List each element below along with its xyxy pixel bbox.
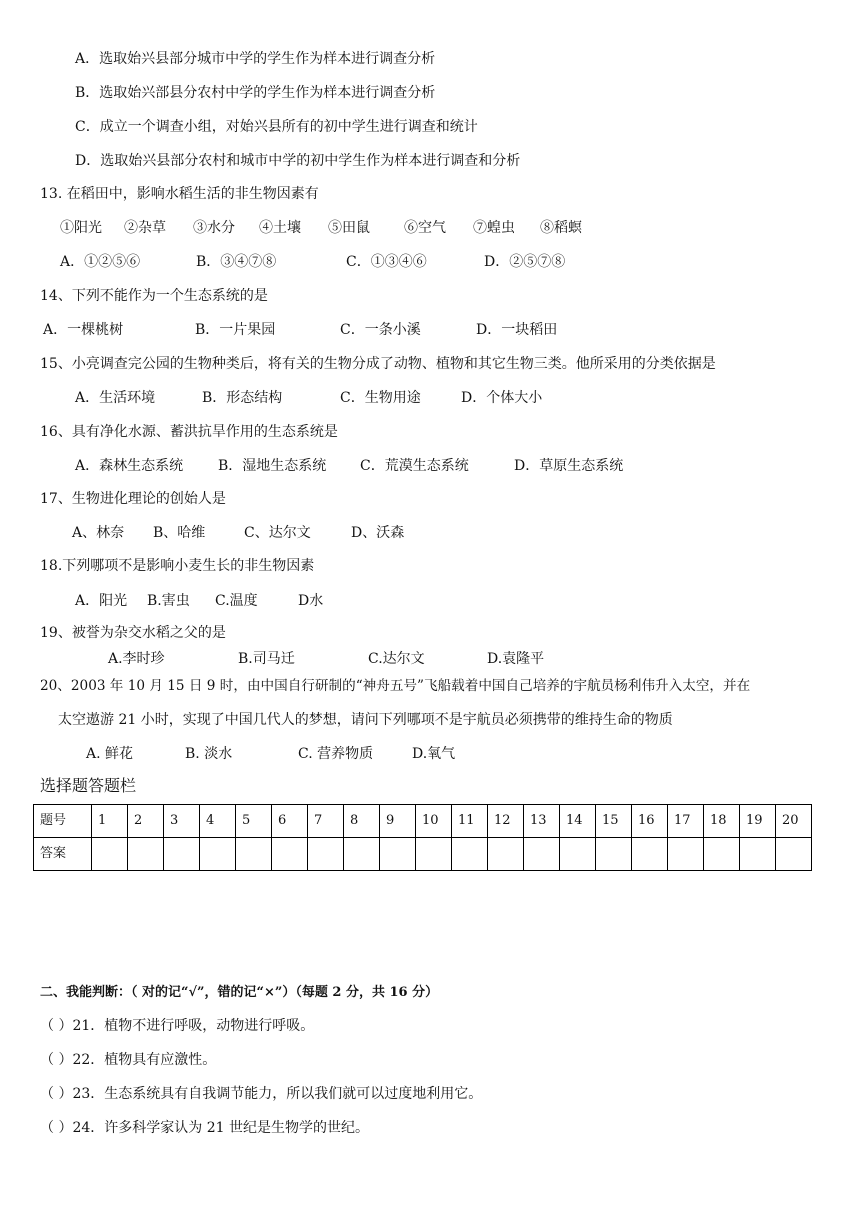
answer-cell[interactable] [452,838,488,871]
section2-heading: 二、我能判断：（ 对的记“√”，错的记“×”）（每题 2 分，共 16 分） [40,985,439,1000]
judge-item-22: （ ）22．植物具有应激性。 [40,1052,217,1068]
q20-stem-line1: 20、2003 年 10 月 15 日 9 时，由中国自行研制的“神舟五号”飞船载着中国自己培养的宇航员杨利伟升入太空，并在 [40,678,751,694]
answer-cell[interactable] [236,838,272,871]
q14-option-d: D．一块稻田 [476,322,558,338]
answer-cell[interactable] [488,838,524,871]
number-cell: 9 [380,805,416,838]
answer-cell[interactable] [200,838,236,871]
q19-option-c: C.达尔文 [368,651,425,667]
q16-option-d: D．草原生态系统 [514,458,624,474]
q17-stem: 17、生物进化理论的创始人是 [40,491,226,507]
q13-stem: 13. 在稻田中，影响水稻生活的非生物因素有 [40,186,319,202]
number-cell: 14 [560,805,596,838]
answer-cell[interactable] [128,838,164,871]
number-cell: 17 [668,805,704,838]
q15-option-c: C．生物用途 [340,390,421,406]
number-cell: 19 [740,805,776,838]
q20-option-d: D.氧气 [412,746,456,762]
q17-option-a: A、林奈 [72,525,125,541]
q16-option-a: A．森林生态系统 [75,458,184,474]
answer-table-number-row [34,805,812,838]
q18-option-d: D水 [298,593,324,609]
q17-option-c: C、达尔文 [244,525,311,541]
q14-option-a: A．一棵桃树 [43,322,124,338]
answer-cell[interactable] [596,838,632,871]
answer-cell[interactable] [164,838,200,871]
number-cell: 7 [308,805,344,838]
q15-option-a: A．生活环境 [75,390,156,406]
number-cell: 15 [596,805,632,838]
number-cell: 16 [632,805,668,838]
answer-cell[interactable] [524,838,560,871]
answer-cell[interactable] [632,838,668,871]
q13-item-7: ⑦蝗虫 [473,220,515,236]
q19-option-b: B.司马迁 [238,651,295,667]
answer-header-cell: 答案 [34,838,92,871]
judge-item-24: （ ）24．许多科学家认为 21 世纪是生物学的世纪。 [40,1120,369,1136]
q16-option-c: C．荒漠生态系统 [360,458,469,474]
number-cell: 5 [236,805,272,838]
q13-option-b: B．③④⑦⑧ [196,254,277,270]
number-header-cell: 题号 [34,805,92,838]
answer-cell[interactable] [704,838,740,871]
q13-item-8: ⑧稻螟 [540,220,582,236]
q15-option-d: D．个体大小 [461,390,543,406]
q20-option-a: A. 鲜花 [86,746,134,762]
answer-cell[interactable] [416,838,452,871]
q13-item-4: ④土壤 [259,220,301,236]
answer-table-title: 选择题答题栏 [40,776,137,795]
q19-option-a: A.李时珍 [108,651,165,667]
q20-option-b: B. 淡水 [185,746,233,762]
q14-option-c: C．一条小溪 [340,322,421,338]
q18-option-b: B.害虫 [147,593,190,609]
answer-cell[interactable] [308,838,344,871]
q13-item-1: ①阳光 [60,220,102,236]
number-cell: 10 [416,805,452,838]
q14-stem: 14、下列不能作为一个生态系统的是 [40,288,268,304]
answer-cell[interactable] [380,838,416,871]
q17-option-d: D、沃森 [351,525,405,541]
answer-table-answer-row [34,838,812,871]
q14-option-b: B．一片果园 [195,322,276,338]
q12-option-a: A．选取始兴县部分城市中学的学生作为样本进行调查分析 [75,51,436,67]
number-cell: 12 [488,805,524,838]
answer-cell[interactable] [344,838,380,871]
q15-stem: 15、小亮调查完公园的生物种类后，将有关的生物分成了动物、植物和其它生物三类。他所采用的分类依据是 [40,356,716,372]
number-cell: 4 [200,805,236,838]
number-cell: 6 [272,805,308,838]
q12-option-c: C．成立一个调查小组，对始兴县所有的初中学生进行调查和统计 [75,119,478,135]
q13-option-c: C．①③④⑥ [346,254,427,270]
q13-item-5: ⑤田鼠 [328,220,370,236]
q18-stem: 18.下列哪项不是影响小麦生长的非生物因素 [40,558,315,574]
q20-stem-line2: 太空遨游 21 小时，实现了中国几代人的梦想，请问下列哪项不是宇航员必须携带的维持生命的物质 [58,712,673,728]
answer-cell[interactable] [740,838,776,871]
q13-option-a: A．①②⑤⑥ [60,254,141,270]
answer-cell[interactable] [668,838,704,871]
number-cell: 2 [128,805,164,838]
q16-stem: 16、具有净化水源、蓄洪抗旱作用的生态系统是 [40,424,338,440]
q18-option-c: C.温度 [215,593,258,609]
q16-option-b: B．湿地生态系统 [218,458,327,474]
q13-option-d: D．②⑤⑦⑧ [484,254,566,270]
q20-option-c: C. 营养物质 [298,746,374,762]
answer-cell[interactable] [272,838,308,871]
number-cell: 13 [524,805,560,838]
number-cell: 1 [92,805,128,838]
number-cell: 20 [776,805,812,838]
q17-option-b: B、哈维 [153,525,206,541]
judge-item-23: （ ）23．生态系统具有自我调节能力，所以我们就可以过度地利用它。 [40,1086,483,1102]
answer-cell[interactable] [560,838,596,871]
q13-item-2: ②杂草 [124,220,166,236]
answer-cell[interactable] [776,838,812,871]
number-cell: 8 [344,805,380,838]
number-cell: 3 [164,805,200,838]
judge-item-21: （ ）21．植物不进行呼吸，动物进行呼吸。 [40,1018,315,1034]
number-cell: 18 [704,805,740,838]
number-cell: 11 [452,805,488,838]
answer-table [33,804,812,871]
q12-option-d: D．选取始兴县部分农村和城市中学的初中学生作为样本进行调查和分析 [75,153,521,169]
q19-stem: 19、被誉为杂交水稻之父的是 [40,625,226,641]
answer-cell[interactable] [92,838,128,871]
q12-option-b: B．选取始兴部县分农村中学的学生作为样本进行调查分析 [75,85,436,101]
q13-item-6: ⑥空气 [404,220,446,236]
q13-item-3: ③水分 [193,220,235,236]
q15-option-b: B．形态结构 [202,390,283,406]
q19-option-d: D.袁隆平 [487,651,545,667]
q18-option-a: A．阳光 [75,593,128,609]
